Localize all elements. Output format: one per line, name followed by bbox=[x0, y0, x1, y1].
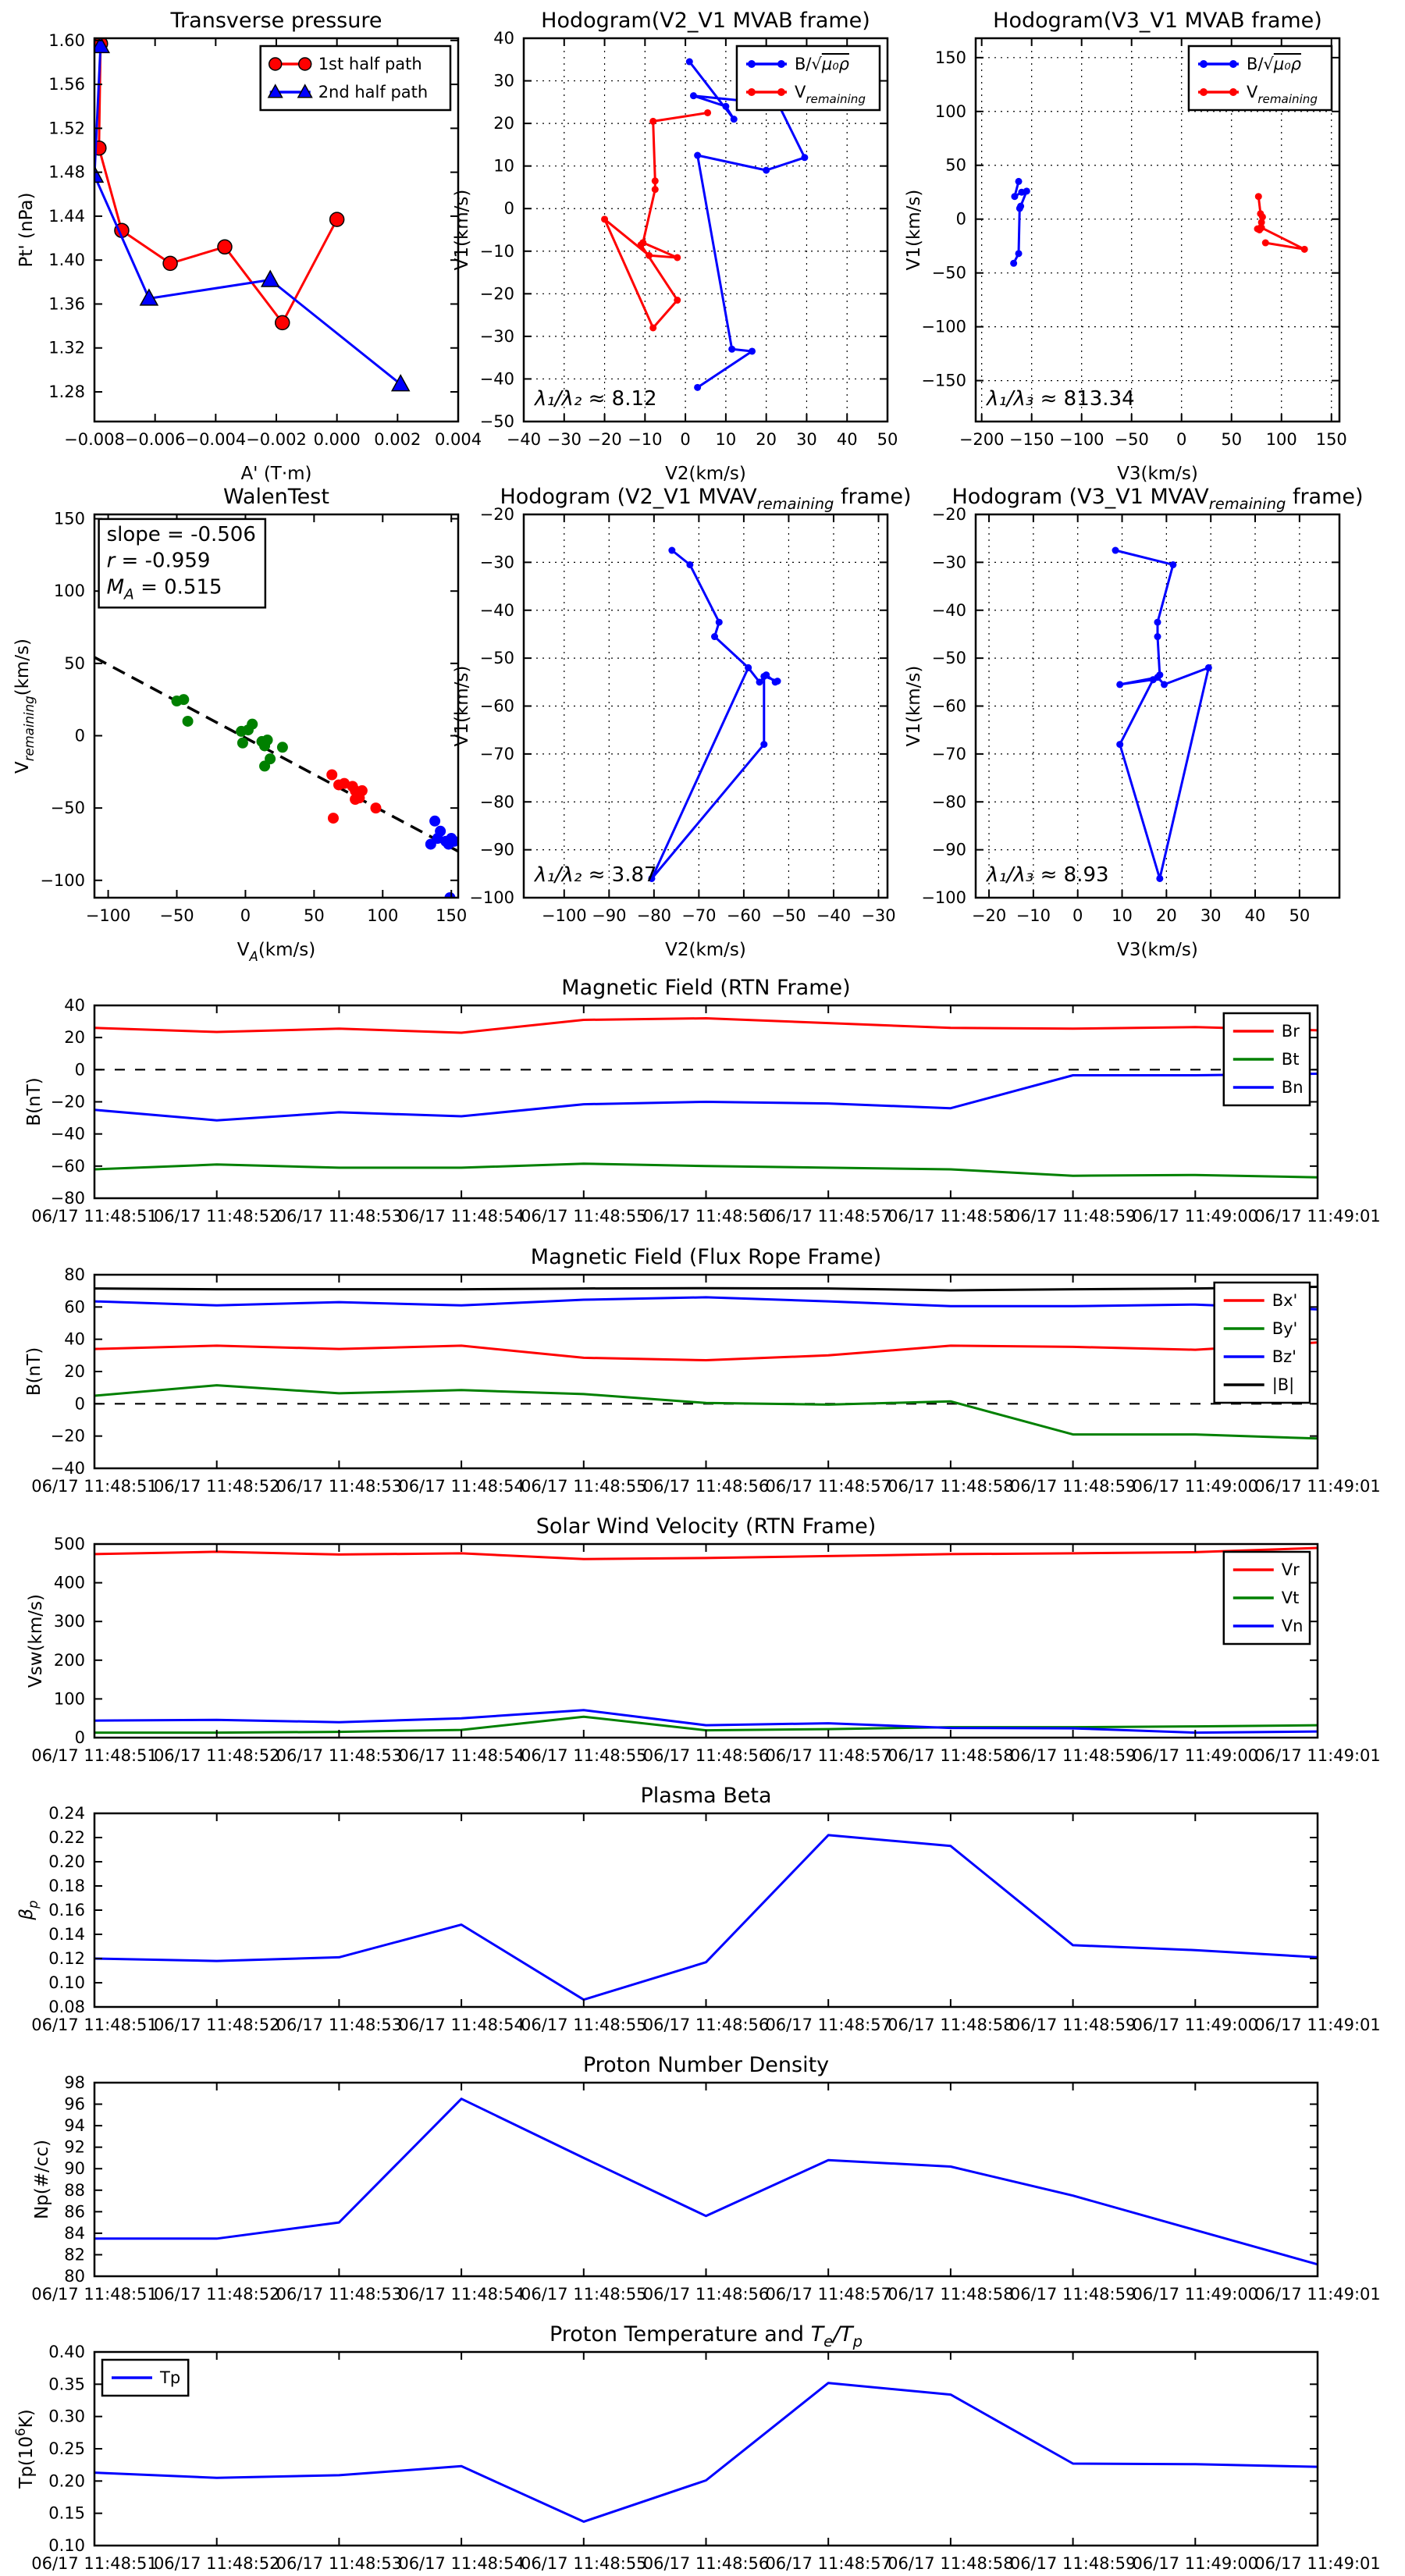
svg-text:slope = -0.506: slope = -0.506 bbox=[106, 522, 256, 546]
chart-hodogram-v3v1-mvab bbox=[904, 9, 1347, 484]
svg-text:84: 84 bbox=[64, 2223, 85, 2243]
svg-text:50: 50 bbox=[1221, 430, 1243, 449]
svg-text:06/17 11:48:56: 06/17 11:48:56 bbox=[642, 1746, 770, 1765]
svg-text:0.10: 0.10 bbox=[48, 1973, 85, 1992]
svg-text:V2(km/s): V2(km/s) bbox=[665, 464, 746, 484]
svg-text:0.08: 0.08 bbox=[48, 1998, 85, 2016]
svg-text:96: 96 bbox=[64, 2094, 85, 2114]
svg-text:Bn: Bn bbox=[1281, 1078, 1304, 1097]
svg-text:−50: −50 bbox=[931, 649, 966, 668]
svg-text:20: 20 bbox=[756, 430, 777, 449]
svg-text:−20: −20 bbox=[971, 906, 1007, 925]
svg-text:40: 40 bbox=[64, 996, 85, 1015]
svg-text:B/√μ₀ρ: B/√μ₀ρ bbox=[1246, 55, 1301, 73]
svg-text:50: 50 bbox=[945, 155, 966, 175]
svg-text:150: 150 bbox=[53, 509, 85, 528]
svg-text:−100: −100 bbox=[85, 906, 131, 925]
svg-text:0.10: 0.10 bbox=[48, 2536, 85, 2555]
svg-text:06/17 11:48:52: 06/17 11:48:52 bbox=[153, 1746, 280, 1765]
svg-text:0.20: 0.20 bbox=[48, 1852, 85, 1871]
svg-text:λ₁/λ₂ ≈ 3.87: λ₁/λ₂ ≈ 3.87 bbox=[534, 863, 657, 887]
svg-text:By': By' bbox=[1272, 1319, 1298, 1338]
svg-text:30: 30 bbox=[796, 430, 817, 449]
chart-solar-wind-velocity bbox=[26, 1514, 1381, 1765]
svg-text:−60: −60 bbox=[50, 1156, 85, 1176]
svg-text:VA(km/s): $V_A(km/s)$ bbox=[237, 940, 316, 964]
svg-text:10: 10 bbox=[715, 430, 737, 449]
svg-text:06/17 11:48:58: 06/17 11:48:58 bbox=[887, 1477, 1014, 1496]
svg-text:1.48: 1.48 bbox=[48, 162, 85, 182]
svg-text:Vremaining(km/s): $V_{remaining}(km/s)$ bbox=[12, 638, 37, 774]
svg-text:0: 0 bbox=[240, 906, 251, 925]
svg-text:06/17 11:49:01: 06/17 11:49:01 bbox=[1254, 2016, 1381, 2034]
svg-text:0: 0 bbox=[74, 726, 85, 745]
svg-text:10: 10 bbox=[493, 156, 514, 176]
svg-text:Vn: Vn bbox=[1281, 1617, 1304, 1635]
svg-text:Np(#/cc): Np(#/cc) bbox=[32, 2139, 52, 2220]
svg-text:−60: −60 bbox=[931, 696, 966, 716]
svg-text:0.40: 0.40 bbox=[48, 2343, 85, 2361]
svg-text:06/17 11:49:01: 06/17 11:49:01 bbox=[1254, 1477, 1381, 1496]
svg-text:βp: $\beta_p$ bbox=[16, 1900, 41, 1920]
svg-text:Proton Temperature and Te/Tp: Proton Temperature and $T_e/T_p$ bbox=[549, 2322, 863, 2350]
svg-text:r = -0.959: r = -0.959 bbox=[106, 549, 211, 573]
svg-text:06/17 11:49:01: 06/17 11:49:01 bbox=[1254, 2285, 1381, 2304]
svg-text:20: 20 bbox=[1155, 906, 1177, 925]
svg-text:WalenTest: WalenTest bbox=[223, 485, 329, 509]
svg-text:−20: −20 bbox=[587, 430, 622, 449]
svg-text:−100: −100 bbox=[921, 317, 966, 336]
svg-text:90: 90 bbox=[64, 2159, 85, 2179]
svg-text:1st half path: 1st half path bbox=[318, 55, 422, 73]
svg-text:06/17 11:49:00: 06/17 11:49:00 bbox=[1132, 2554, 1259, 2573]
svg-text:−20: −20 bbox=[479, 505, 514, 524]
svg-text:100: 100 bbox=[934, 101, 966, 121]
svg-text:0: 0 bbox=[680, 430, 691, 449]
svg-text:Proton Number Density: Proton Number Density bbox=[582, 2053, 830, 2077]
svg-text:06/17 11:48:55: 06/17 11:48:55 bbox=[521, 2016, 647, 2034]
svg-text:B/√μ₀ρ: B/√μ₀ρ bbox=[794, 55, 849, 73]
svg-text:40: 40 bbox=[1244, 906, 1266, 925]
svg-text:Hodogram(V3_V1 MVAB frame): Hodogram(V3_V1 MVAB frame) bbox=[993, 9, 1322, 33]
svg-text:λ₁/λ₃ ≈ 813.34: λ₁/λ₃ ≈ 813.34 bbox=[986, 386, 1135, 411]
svg-text:Tp: Tp bbox=[160, 2368, 181, 2387]
svg-text:−50: −50 bbox=[479, 412, 514, 431]
svg-text:−40: −40 bbox=[506, 430, 542, 449]
svg-text:60: 60 bbox=[64, 1297, 85, 1317]
svg-text:200: 200 bbox=[53, 1650, 85, 1670]
svg-text:06/17 11:48:57: 06/17 11:48:57 bbox=[765, 1207, 891, 1226]
svg-text:88: 88 bbox=[64, 2180, 85, 2200]
svg-text:06/17 11:49:01: 06/17 11:49:01 bbox=[1254, 2554, 1381, 2573]
svg-text:06/17 11:48:53: 06/17 11:48:53 bbox=[276, 1477, 403, 1496]
svg-text:−20: −20 bbox=[931, 505, 966, 524]
svg-text:−30: −30 bbox=[931, 553, 966, 572]
svg-text:Transverse pressure: Transverse pressure bbox=[170, 9, 382, 33]
svg-text:−0.002: −0.002 bbox=[246, 430, 307, 449]
svg-text:1.56: 1.56 bbox=[48, 75, 85, 94]
svg-text:50: 50 bbox=[64, 653, 85, 673]
svg-text:06/17 11:48:59: 06/17 11:48:59 bbox=[1009, 1746, 1136, 1765]
svg-text:−40: −40 bbox=[50, 1459, 85, 1478]
svg-text:−40: −40 bbox=[931, 600, 966, 620]
chart-magnetic-field-fluxrope bbox=[24, 1245, 1381, 1496]
svg-text:Br: Br bbox=[1281, 1022, 1300, 1041]
svg-text:80: 80 bbox=[64, 1265, 85, 1284]
svg-text:0: 0 bbox=[74, 1728, 85, 1747]
svg-text:06/17 11:48:56: 06/17 11:48:56 bbox=[642, 2285, 770, 2304]
svg-text:06/17 11:48:54: 06/17 11:48:54 bbox=[398, 2016, 525, 2034]
svg-text:B(nT): B(nT) bbox=[24, 1347, 44, 1397]
chart-proton-temperature bbox=[13, 2322, 1381, 2573]
svg-text:06/17 11:49:00: 06/17 11:49:00 bbox=[1132, 2285, 1259, 2304]
svg-text:06/17 11:48:54: 06/17 11:48:54 bbox=[398, 2554, 525, 2573]
svg-text:06/17 11:48:59: 06/17 11:48:59 bbox=[1009, 1477, 1136, 1496]
svg-text:−40: −40 bbox=[50, 1124, 85, 1144]
svg-text:06/17 11:48:55: 06/17 11:48:55 bbox=[521, 2285, 647, 2304]
svg-text:Hodogram(V2_V1 MVAB frame): Hodogram(V2_V1 MVAB frame) bbox=[541, 9, 870, 33]
svg-text:0.15: 0.15 bbox=[48, 2503, 85, 2523]
svg-text:06/17 11:48:57: 06/17 11:48:57 bbox=[765, 2285, 891, 2304]
svg-text:−40: −40 bbox=[479, 600, 514, 620]
svg-text:06/17 11:48:51: 06/17 11:48:51 bbox=[31, 1746, 158, 1765]
svg-text:−90: −90 bbox=[931, 840, 966, 859]
svg-text:06/17 11:48:55: 06/17 11:48:55 bbox=[521, 1207, 647, 1226]
svg-text:Tp(106K): $Tp(10^6K)$ bbox=[13, 2409, 37, 2489]
svg-text:98: 98 bbox=[64, 2073, 85, 2092]
svg-text:Solar Wind Velocity (RTN Frame: Solar Wind Velocity (RTN Frame) bbox=[535, 1514, 877, 1539]
svg-text:−0.008: −0.008 bbox=[64, 430, 125, 449]
svg-text:20: 20 bbox=[64, 1362, 85, 1381]
svg-text:Hodogram (V2_V1 MVAVremaining: Hodogram (V2_V1 $MVAV_{remaining}$ frame) bbox=[500, 485, 912, 513]
svg-text:06/17 11:48:53: 06/17 11:48:53 bbox=[276, 2285, 403, 2304]
svg-text:30: 30 bbox=[493, 71, 514, 91]
svg-text:0.12: 0.12 bbox=[48, 1949, 85, 1968]
svg-text:MA = 0.515: $M_A = 0.515$ bbox=[106, 575, 222, 603]
svg-text:−100: −100 bbox=[469, 888, 514, 907]
svg-text:06/17 11:48:54: 06/17 11:48:54 bbox=[398, 1207, 525, 1226]
svg-text:06/17 11:48:52: 06/17 11:48:52 bbox=[153, 2285, 280, 2304]
svg-text:0.30: 0.30 bbox=[48, 2407, 85, 2426]
svg-text:|B|: |B| bbox=[1272, 1375, 1295, 1394]
svg-text:300: 300 bbox=[53, 1612, 85, 1631]
svg-text:0.000: 0.000 bbox=[313, 430, 361, 449]
svg-text:06/17 11:48:51: 06/17 11:48:51 bbox=[31, 2285, 158, 2304]
svg-text:−70: −70 bbox=[931, 744, 966, 763]
svg-text:06/17 11:48:52: 06/17 11:48:52 bbox=[153, 1477, 280, 1496]
svg-text:V3(km/s): V3(km/s) bbox=[1117, 464, 1198, 484]
chart-proton-density bbox=[31, 2053, 1381, 2304]
svg-text:−10: −10 bbox=[628, 430, 663, 449]
svg-text:06/17 11:48:57: 06/17 11:48:57 bbox=[765, 2016, 891, 2034]
svg-text:06/17 11:49:01: 06/17 11:49:01 bbox=[1254, 1207, 1381, 1226]
svg-text:06/17 11:48:53: 06/17 11:48:53 bbox=[276, 1207, 403, 1226]
svg-text:100: 100 bbox=[53, 1689, 85, 1709]
svg-text:B(nT): B(nT) bbox=[24, 1077, 44, 1126]
svg-text:1.32: 1.32 bbox=[48, 338, 85, 358]
svg-text:0.002: 0.002 bbox=[374, 430, 422, 449]
svg-text:−50: −50 bbox=[771, 906, 806, 925]
chart-hodogram-v2v1-mvab bbox=[452, 9, 898, 484]
svg-text:λ₁/λ₂ ≈ 8.12: λ₁/λ₂ ≈ 8.12 bbox=[534, 386, 657, 411]
svg-text:Bz': Bz' bbox=[1272, 1347, 1297, 1366]
svg-text:06/17 11:48:51: 06/17 11:48:51 bbox=[31, 1477, 158, 1496]
svg-text:0: 0 bbox=[503, 199, 514, 219]
svg-text:V1(km/s): V1(km/s) bbox=[452, 665, 472, 747]
svg-text:06/17 11:48:53: 06/17 11:48:53 bbox=[276, 1746, 403, 1765]
svg-text:−50: −50 bbox=[931, 263, 966, 283]
svg-text:06/17 11:48:58: 06/17 11:48:58 bbox=[887, 2285, 1014, 2304]
svg-text:−100: −100 bbox=[921, 888, 966, 907]
svg-text:−100: −100 bbox=[1058, 430, 1104, 449]
svg-text:1.40: 1.40 bbox=[48, 251, 85, 270]
svg-text:−80: −80 bbox=[636, 906, 672, 925]
svg-text:500: 500 bbox=[53, 1535, 85, 1553]
svg-text:1.60: 1.60 bbox=[48, 30, 85, 50]
svg-text:−60: −60 bbox=[479, 696, 514, 716]
svg-text:06/17 11:48:59: 06/17 11:48:59 bbox=[1009, 2554, 1136, 2573]
svg-text:−80: −80 bbox=[931, 792, 966, 812]
svg-text:V1(km/s): V1(km/s) bbox=[452, 189, 472, 271]
svg-text:06/17 11:48:52: 06/17 11:48:52 bbox=[153, 2554, 280, 2573]
svg-text:86: 86 bbox=[64, 2202, 85, 2222]
svg-text:−40: −40 bbox=[479, 369, 514, 389]
svg-text:−20: −20 bbox=[50, 1092, 85, 1112]
svg-text:−100: −100 bbox=[541, 906, 587, 925]
svg-text:150: 150 bbox=[1315, 430, 1347, 449]
svg-text:06/17 11:48:51: 06/17 11:48:51 bbox=[31, 2554, 158, 2573]
svg-text:−90: −90 bbox=[479, 840, 514, 859]
svg-text:−30: −30 bbox=[479, 553, 514, 572]
svg-text:Plasma Beta: Plasma Beta bbox=[640, 1784, 772, 1808]
svg-text:V1(km/s): V1(km/s) bbox=[904, 665, 924, 747]
svg-text:1.44: 1.44 bbox=[48, 206, 85, 226]
svg-text:06/17 11:49:00: 06/17 11:49:00 bbox=[1132, 1477, 1259, 1496]
svg-text:06/17 11:48:59: 06/17 11:48:59 bbox=[1009, 1207, 1136, 1226]
svg-text:0.20: 0.20 bbox=[48, 2471, 85, 2491]
svg-text:92: 92 bbox=[64, 2137, 85, 2157]
svg-text:40: 40 bbox=[64, 1329, 85, 1349]
svg-text:−80: −80 bbox=[50, 1189, 85, 1208]
svg-text:Magnetic Field (Flux Rope Fram: Magnetic Field (Flux Rope Frame) bbox=[530, 1245, 882, 1269]
svg-text:06/17 11:48:53: 06/17 11:48:53 bbox=[276, 2554, 403, 2573]
svg-text:−20: −20 bbox=[479, 284, 514, 304]
svg-text:06/17 11:48:54: 06/17 11:48:54 bbox=[398, 2285, 525, 2304]
svg-text:20: 20 bbox=[64, 1028, 85, 1048]
svg-text:−150: −150 bbox=[1008, 430, 1055, 449]
svg-text:400: 400 bbox=[53, 1573, 85, 1592]
svg-text:06/17 11:48:56: 06/17 11:48:56 bbox=[642, 1477, 770, 1496]
svg-text:06/17 11:48:51: 06/17 11:48:51 bbox=[31, 2016, 158, 2034]
svg-text:1.52: 1.52 bbox=[48, 119, 85, 138]
svg-text:−50: −50 bbox=[1114, 430, 1149, 449]
svg-text:150: 150 bbox=[934, 48, 966, 67]
svg-text:06/17 11:48:58: 06/17 11:48:58 bbox=[887, 1746, 1014, 1765]
svg-text:50: 50 bbox=[1289, 906, 1311, 925]
svg-text:V2(km/s): V2(km/s) bbox=[665, 940, 746, 960]
svg-text:Bt: Bt bbox=[1281, 1050, 1300, 1069]
svg-text:Bx': Bx' bbox=[1272, 1291, 1298, 1310]
svg-text:0.24: 0.24 bbox=[48, 1804, 85, 1823]
svg-text:0.35: 0.35 bbox=[48, 2375, 85, 2394]
svg-text:1.28: 1.28 bbox=[48, 382, 85, 402]
chart-hodogram-v3v1-mvav bbox=[904, 485, 1364, 960]
svg-text:Vremaining: $V_{remaining}$ bbox=[1246, 83, 1318, 106]
svg-text:−30: −30 bbox=[546, 430, 582, 449]
svg-text:06/17 11:48:52: 06/17 11:48:52 bbox=[153, 1207, 280, 1226]
svg-text:06/17 11:48:55: 06/17 11:48:55 bbox=[521, 1746, 647, 1765]
svg-text:06/17 11:48:56: 06/17 11:48:56 bbox=[642, 2554, 770, 2573]
svg-text:Magnetic Field (RTN Frame): Magnetic Field (RTN Frame) bbox=[561, 976, 851, 1000]
svg-text:−0.004: −0.004 bbox=[185, 430, 247, 449]
svg-text:V3(km/s): V3(km/s) bbox=[1117, 940, 1198, 960]
chart-hodogram-v2v1-mvav bbox=[452, 485, 912, 960]
svg-text:06/17 11:49:00: 06/17 11:49:00 bbox=[1132, 1746, 1259, 1765]
svg-text:06/17 11:48:58: 06/17 11:48:58 bbox=[887, 1207, 1014, 1226]
svg-text:06/17 11:48:58: 06/17 11:48:58 bbox=[887, 2554, 1014, 2573]
svg-text:Pt' (nPa): Pt' (nPa) bbox=[16, 192, 37, 268]
svg-text:06/17 11:48:59: 06/17 11:48:59 bbox=[1009, 2016, 1136, 2034]
svg-text:Vsw(km/s): Vsw(km/s) bbox=[26, 1594, 46, 1688]
svg-text:λ₁/λ₃ ≈ 8.93: λ₁/λ₃ ≈ 8.93 bbox=[986, 863, 1109, 887]
svg-text:−90: −90 bbox=[592, 906, 627, 925]
chart-magnetic-field-rtn bbox=[24, 976, 1381, 1226]
svg-text:−150: −150 bbox=[921, 371, 966, 390]
svg-text:0: 0 bbox=[74, 1060, 85, 1080]
svg-text:06/17 11:48:57: 06/17 11:48:57 bbox=[765, 2554, 891, 2573]
svg-text:06/17 11:48:55: 06/17 11:48:55 bbox=[521, 1477, 647, 1496]
svg-text:2nd half path: 2nd half path bbox=[318, 83, 429, 101]
svg-text:06/17 11:48:51: 06/17 11:48:51 bbox=[31, 1207, 158, 1226]
svg-text:30: 30 bbox=[1200, 906, 1222, 925]
chart-plasma-beta bbox=[16, 1784, 1381, 2034]
svg-text:82: 82 bbox=[64, 2245, 85, 2265]
svg-text:100: 100 bbox=[367, 906, 399, 925]
svg-text:0: 0 bbox=[955, 209, 966, 229]
svg-text:06/17 11:48:55: 06/17 11:48:55 bbox=[521, 2554, 647, 2573]
svg-text:1.36: 1.36 bbox=[48, 294, 85, 314]
svg-text:Vt: Vt bbox=[1281, 1589, 1300, 1607]
svg-text:06/17 11:48:53: 06/17 11:48:53 bbox=[276, 2016, 403, 2034]
svg-text:06/17 11:48:57: 06/17 11:48:57 bbox=[765, 1746, 891, 1765]
svg-text:40: 40 bbox=[836, 430, 858, 449]
svg-text:−100: −100 bbox=[40, 870, 85, 890]
svg-text:06/17 11:48:54: 06/17 11:48:54 bbox=[398, 1477, 525, 1496]
svg-text:06/17 11:49:01: 06/17 11:49:01 bbox=[1254, 1746, 1381, 1765]
svg-text:−20: −20 bbox=[50, 1426, 85, 1446]
svg-text:0.22: 0.22 bbox=[48, 1828, 85, 1847]
svg-text:06/17 11:48:58: 06/17 11:48:58 bbox=[887, 2016, 1014, 2034]
svg-text:−50: −50 bbox=[50, 799, 85, 818]
svg-text:−80: −80 bbox=[479, 792, 514, 812]
svg-text:0.14: 0.14 bbox=[48, 1925, 85, 1944]
svg-text:−30: −30 bbox=[861, 906, 896, 925]
svg-text:−200: −200 bbox=[959, 430, 1005, 449]
svg-text:−70: −70 bbox=[479, 744, 514, 763]
svg-text:100: 100 bbox=[53, 582, 85, 601]
svg-text:−10: −10 bbox=[1016, 906, 1051, 925]
svg-text:0: 0 bbox=[74, 1394, 85, 1414]
svg-text:V1(km/s): V1(km/s) bbox=[904, 189, 924, 271]
svg-text:0: 0 bbox=[1072, 906, 1083, 925]
svg-text:20: 20 bbox=[493, 114, 514, 133]
svg-text:06/17 11:49:00: 06/17 11:49:00 bbox=[1132, 2016, 1259, 2034]
svg-text:06/17 11:48:59: 06/17 11:48:59 bbox=[1009, 2285, 1136, 2304]
svg-text:−0.006: −0.006 bbox=[124, 430, 186, 449]
svg-text:A' (T·m): A' (T·m) bbox=[240, 464, 312, 484]
svg-text:06/17 11:49:00: 06/17 11:49:00 bbox=[1132, 1207, 1259, 1226]
svg-text:0.16: 0.16 bbox=[48, 1901, 85, 1920]
svg-text:Hodogram (V3_V1 MVAVremaining: Hodogram (V3_V1 $MVAV_{remaining}$ frame) bbox=[951, 485, 1364, 513]
svg-text:06/17 11:48:56: 06/17 11:48:56 bbox=[642, 2016, 770, 2034]
svg-text:−50: −50 bbox=[479, 649, 514, 668]
chart-transverse-pressure bbox=[16, 9, 482, 484]
svg-text:−60: −60 bbox=[726, 906, 762, 925]
svg-text:−70: −70 bbox=[681, 906, 717, 925]
svg-text:−50: −50 bbox=[159, 906, 194, 925]
svg-text:150: 150 bbox=[436, 906, 468, 925]
svg-text:0.004: 0.004 bbox=[434, 430, 482, 449]
svg-text:40: 40 bbox=[493, 29, 514, 48]
svg-text:06/17 11:48:57: 06/17 11:48:57 bbox=[765, 1477, 891, 1496]
svg-text:06/17 11:48:54: 06/17 11:48:54 bbox=[398, 1746, 525, 1765]
svg-text:94: 94 bbox=[64, 2116, 85, 2136]
svg-text:100: 100 bbox=[1265, 430, 1297, 449]
svg-text:−10: −10 bbox=[479, 241, 514, 261]
svg-text:50: 50 bbox=[303, 906, 325, 925]
svg-text:0: 0 bbox=[1176, 430, 1187, 449]
svg-text:Vremaining: $V_{remaining}$ bbox=[794, 83, 866, 106]
svg-text:−40: −40 bbox=[816, 906, 852, 925]
svg-text:0.25: 0.25 bbox=[48, 2439, 85, 2458]
chart-walen-test bbox=[12, 485, 467, 964]
svg-text:0.18: 0.18 bbox=[48, 1877, 85, 1895]
svg-text:06/17 11:48:52: 06/17 11:48:52 bbox=[153, 2016, 280, 2034]
svg-text:10: 10 bbox=[1112, 906, 1133, 925]
svg-text:50: 50 bbox=[877, 430, 898, 449]
svg-text:−30: −30 bbox=[479, 326, 514, 346]
svg-text:Vr: Vr bbox=[1281, 1560, 1300, 1579]
svg-text:06/17 11:48:56: 06/17 11:48:56 bbox=[642, 1207, 770, 1226]
svg-text:80: 80 bbox=[64, 2267, 85, 2286]
